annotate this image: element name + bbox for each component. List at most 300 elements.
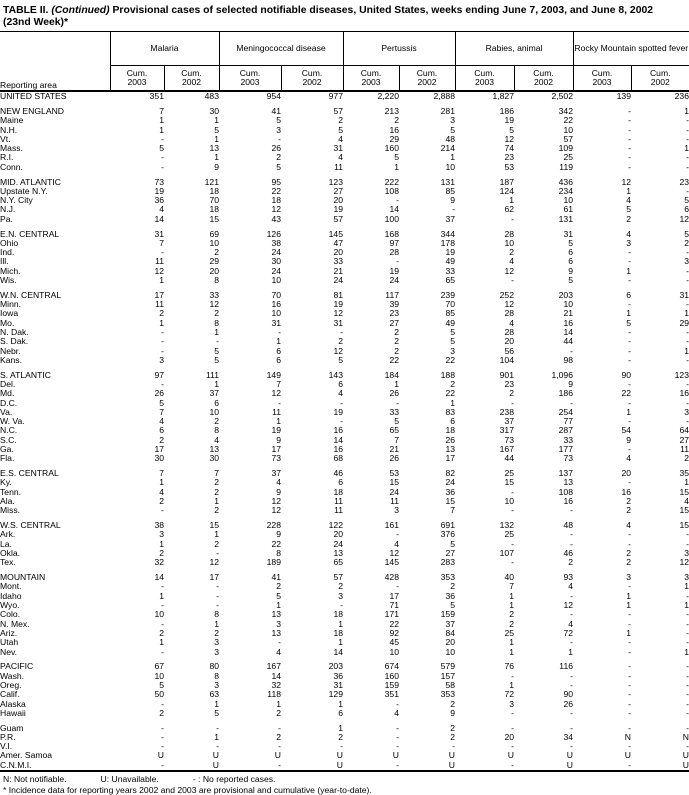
subheader-cum-2003: Cum. 2003 — [110, 66, 164, 92]
table-row — [0, 662, 689, 671]
value-cell: U — [336, 759, 343, 770]
value-cell: - — [570, 679, 573, 690]
value-cell: 48 — [445, 133, 455, 144]
value-cell: - — [686, 538, 689, 549]
table-row — [0, 672, 689, 681]
table-row — [0, 497, 689, 506]
value-cell: 31 — [154, 228, 164, 239]
reporting-area-cell: V.I. — [0, 741, 13, 752]
value-cell: 34 — [563, 731, 573, 742]
table-row — [0, 267, 689, 276]
subheader-cum-2002: Cum. 2002 — [631, 66, 689, 92]
value-cell: 20 — [333, 529, 343, 540]
value-cell: 20 — [333, 247, 343, 258]
value-cell: 283 — [440, 557, 455, 568]
reporting-area-cell: Calif. — [0, 689, 20, 700]
reporting-area-cell: MOUNTAIN — [0, 572, 46, 583]
value-cell: - — [570, 741, 573, 752]
value-cell: 234 — [558, 185, 573, 196]
table-row — [0, 690, 689, 699]
value-cell: 57 — [333, 572, 343, 583]
value-cell: 24 — [333, 538, 343, 549]
value-cell: 2 — [214, 538, 219, 549]
value-cell: 1 — [214, 115, 219, 126]
value-cell: 19 — [389, 265, 399, 276]
table-title-week: (23nd Week)* — [3, 16, 69, 28]
table-row — [0, 215, 689, 224]
value-cell: 8 — [214, 670, 219, 681]
value-cell: 24 — [389, 486, 399, 497]
value-cell: 14 — [271, 670, 281, 681]
value-cell: 54 — [621, 425, 631, 436]
value-cell: 22 — [271, 185, 281, 196]
value-cell: 1 — [626, 590, 631, 601]
table-row — [0, 91, 689, 101]
value-cell: 5 — [159, 397, 164, 408]
value-cell: 14 — [389, 204, 399, 215]
reporting-area-cell: N.J. — [0, 204, 16, 215]
value-cell: 5 — [214, 124, 219, 135]
value-cell: - — [628, 397, 631, 408]
value-cell: 76 — [504, 661, 514, 672]
value-cell: U — [157, 750, 164, 761]
reporting-area-cell: Wash. — [0, 670, 25, 681]
value-cell: 53 — [389, 468, 399, 479]
value-cell: 26 — [445, 434, 455, 445]
value-cell: 13 — [563, 477, 573, 488]
value-cell: 12 — [209, 557, 219, 568]
value-cell: 977 — [328, 91, 343, 102]
value-cell: - — [396, 741, 399, 752]
value-cell: 108 — [558, 486, 573, 497]
value-cell: 1 — [214, 496, 219, 507]
reporting-area-cell: W.S. CENTRAL — [0, 520, 61, 531]
reporting-area-cell: Colo. — [0, 609, 21, 620]
value-cell: 12 — [209, 299, 219, 310]
value-cell: 139 — [616, 91, 631, 102]
value-cell: 1 — [214, 379, 219, 389]
value-cell: 4 — [338, 152, 343, 163]
value-cell: - — [686, 275, 689, 286]
value-cell: - — [628, 529, 631, 540]
value-cell: - — [511, 275, 514, 286]
value-cell: 2,220 — [377, 91, 399, 102]
value-cell: 41 — [271, 572, 281, 583]
value-cell: 44 — [504, 453, 514, 464]
table-row — [0, 239, 689, 248]
reporting-area-cell: E.S. CENTRAL — [0, 468, 59, 479]
value-cell: - — [686, 698, 689, 709]
value-cell: 118 — [267, 689, 281, 700]
table-row — [0, 153, 689, 162]
reporting-area-cell: Mont. — [0, 581, 22, 592]
value-cell: 131 — [440, 176, 455, 187]
value-cell: 2 — [276, 152, 281, 163]
value-cell: 24 — [271, 247, 281, 258]
value-cell: - — [216, 336, 219, 347]
value-cell: 2 — [214, 308, 219, 319]
value-cell: 1 — [276, 416, 281, 427]
value-cell: 36 — [154, 195, 164, 206]
value-cell: 13 — [271, 609, 281, 620]
value-cell: - — [628, 115, 631, 126]
table-row — [0, 601, 689, 610]
value-cell: 131 — [558, 213, 573, 224]
value-cell: 111 — [205, 369, 219, 380]
value-cell: 1 — [509, 646, 514, 657]
value-cell: 1 — [214, 698, 219, 709]
value-cell: 5 — [450, 124, 455, 135]
value-cell: 1 — [509, 195, 514, 206]
value-cell: 14 — [333, 646, 343, 657]
value-cell: 1 — [509, 637, 514, 648]
reporting-area-cell: Fla. — [0, 453, 15, 464]
value-cell: 21 — [333, 265, 343, 276]
value-cell: 2 — [338, 115, 343, 126]
value-cell: 93 — [563, 572, 573, 583]
value-cell: 5 — [338, 354, 343, 365]
value-cell: - — [628, 275, 631, 286]
reporting-area-cell: UNITED STATES — [0, 91, 67, 102]
value-cell: 104 — [499, 354, 514, 365]
value-cell: 1 — [626, 406, 631, 417]
value-cell: 10 — [271, 308, 281, 319]
reporting-area-cell: Conn. — [0, 161, 23, 172]
value-cell: - — [396, 397, 399, 408]
value-cell: 2 — [450, 722, 455, 733]
value-cell: 38 — [271, 237, 281, 248]
value-cell: - — [686, 185, 689, 196]
value-cell: - — [216, 548, 219, 559]
value-cell: 67 — [154, 661, 164, 672]
value-cell: 9 — [276, 529, 281, 540]
value-cell: 124 — [499, 185, 514, 196]
value-cell: 2 — [159, 627, 164, 638]
value-cell: 13 — [333, 548, 343, 559]
value-cell: 2 — [626, 557, 631, 568]
value-cell: - — [278, 397, 281, 408]
value-cell: 32 — [154, 557, 164, 568]
value-cell: - — [628, 247, 631, 258]
value-cell: U — [507, 750, 514, 761]
value-cell: 12 — [271, 204, 281, 215]
value-cell: - — [628, 161, 631, 172]
reporting-area-cell: N.C. — [0, 425, 18, 436]
value-cell: 145 — [328, 228, 343, 239]
value-cell: 72 — [504, 689, 514, 700]
value-cell: 1 — [338, 618, 343, 629]
reporting-area-cell: R.I. — [0, 152, 14, 163]
value-cell: 4 — [626, 520, 631, 531]
value-cell: U — [212, 759, 219, 770]
value-cell: 1 — [214, 152, 219, 163]
value-cell: - — [628, 646, 631, 657]
value-cell: 117 — [385, 289, 399, 300]
value-cell: 3 — [684, 406, 689, 417]
value-cell: 228 — [266, 520, 281, 531]
value-cell: 6 — [276, 345, 281, 356]
value-cell: 22 — [445, 388, 455, 399]
value-cell: - — [570, 637, 573, 648]
value-cell: 184 — [384, 369, 399, 380]
value-cell: 20 — [504, 731, 514, 742]
value-cell: - — [628, 679, 631, 690]
value-cell: - — [686, 124, 689, 135]
value-cell: 1 — [214, 133, 219, 144]
value-cell: 22 — [389, 354, 399, 365]
value-cell: - — [511, 486, 514, 497]
value-cell: 5 — [450, 600, 455, 611]
value-cell: - — [686, 115, 689, 126]
table-row — [0, 135, 689, 144]
table-row — [0, 638, 689, 647]
value-cell: 26 — [389, 453, 399, 464]
value-cell: - — [340, 327, 343, 338]
reporting-area-cell: Ariz. — [0, 627, 18, 638]
value-cell: 10 — [154, 609, 164, 620]
value-cell: 5 — [394, 152, 399, 163]
value-cell: 100 — [384, 213, 399, 224]
footnotes — [0, 772, 689, 795]
value-cell: 37 — [504, 416, 514, 427]
value-cell: 214 — [440, 143, 455, 154]
reporting-area-cell: Kans. — [0, 354, 22, 365]
value-cell: 85 — [445, 185, 455, 196]
value-cell: 2 — [509, 247, 514, 258]
table-row — [0, 724, 689, 733]
table-row — [0, 230, 689, 239]
value-cell: 3 — [159, 529, 164, 540]
table-row — [0, 126, 689, 135]
value-cell: 81 — [333, 289, 343, 300]
table-row — [0, 187, 689, 196]
value-cell: 73 — [504, 434, 514, 445]
value-cell: 14 — [154, 213, 164, 224]
value-cell: 2 — [214, 477, 219, 488]
reporting-area-cell: E.N. CENTRAL — [0, 228, 60, 239]
value-cell: 25 — [504, 468, 514, 479]
value-cell: - — [686, 161, 689, 172]
value-cell: - — [628, 759, 631, 770]
value-cell: - — [161, 581, 164, 592]
value-cell: - — [628, 345, 631, 356]
value-cell: 11 — [334, 161, 343, 172]
value-cell: 5 — [276, 115, 281, 126]
value-cell: 8 — [214, 609, 219, 620]
value-cell: 4 — [568, 618, 573, 629]
value-cell: 92 — [389, 627, 399, 638]
value-cell: 7 — [159, 237, 164, 248]
value-cell: 19 — [333, 204, 343, 215]
value-cell: - — [161, 161, 164, 172]
value-cell: U — [448, 750, 455, 761]
reporting-area-cell: Va. — [0, 406, 13, 417]
table-row — [0, 582, 689, 591]
value-cell: 1 — [159, 538, 164, 549]
value-cell: 73 — [271, 453, 281, 464]
value-cell: 7 — [450, 505, 455, 516]
reporting-area-cell: S. ATLANTIC — [0, 369, 51, 380]
value-cell: 13 — [209, 444, 219, 455]
value-cell: 2 — [394, 345, 399, 356]
value-cell: 62 — [504, 204, 514, 215]
value-cell: 168 — [384, 228, 399, 239]
value-cell: 36 — [445, 486, 455, 497]
reporting-area-cell: S.C. — [0, 434, 17, 445]
value-cell: 3 — [214, 646, 219, 657]
value-cell: 4 — [159, 204, 164, 215]
value-cell: - — [570, 345, 573, 356]
table-row — [0, 454, 689, 463]
value-cell: - — [686, 247, 689, 258]
value-cell: 36 — [445, 590, 455, 601]
reporting-area-cell: Ga. — [0, 444, 14, 455]
value-cell: 129 — [328, 689, 343, 700]
value-cell: 19 — [333, 299, 343, 310]
value-cell: 56 — [504, 345, 514, 356]
value-cell: 16 — [621, 486, 631, 497]
value-cell: 1 — [684, 646, 689, 657]
value-cell: 157 — [440, 670, 455, 681]
value-cell: 47 — [333, 237, 343, 248]
reporting-area-cell: D.C. — [0, 397, 18, 408]
value-cell: 37 — [445, 618, 455, 629]
value-cell: 17 — [271, 444, 281, 455]
value-cell: 4 — [276, 646, 281, 657]
value-cell: 15 — [389, 477, 399, 488]
value-cell: 12 — [333, 308, 343, 319]
value-cell: 1 — [626, 600, 631, 611]
table-row — [0, 426, 689, 435]
value-cell: 2 — [214, 627, 219, 638]
table-row — [0, 558, 689, 567]
value-cell: 18 — [209, 185, 219, 196]
table-row — [0, 445, 689, 454]
value-cell: 57 — [333, 213, 343, 224]
value-cell: - — [216, 600, 219, 611]
value-cell: 12 — [271, 496, 281, 507]
value-cell: - — [511, 670, 514, 681]
value-cell: 3 — [684, 256, 689, 267]
value-cell: 1 — [159, 275, 164, 286]
value-cell: 3 — [450, 345, 455, 356]
value-cell: 11 — [680, 444, 689, 455]
value-cell: 28 — [389, 247, 399, 258]
column-group-rocky-mountain-spotted-fever: Rocky Mountain spotted fever — [573, 32, 689, 66]
value-cell: 1 — [159, 115, 164, 126]
value-cell: 4 — [159, 486, 164, 497]
value-cell: - — [570, 707, 573, 718]
value-cell: - — [628, 618, 631, 629]
value-cell: 177 — [558, 444, 573, 455]
value-cell: 74 — [504, 143, 514, 154]
value-cell: - — [340, 741, 343, 752]
value-cell: 203 — [558, 289, 573, 300]
value-cell: - — [396, 722, 399, 733]
value-cell: 25 — [504, 627, 514, 638]
value-cell: 33 — [445, 265, 455, 276]
reporting-area-cell: W.N. CENTRAL — [0, 289, 62, 300]
value-cell: 1 — [509, 679, 514, 690]
reporting-area-cell: P.R. — [0, 731, 16, 742]
value-cell: 143 — [328, 369, 343, 380]
table-body — [0, 91, 689, 771]
value-cell: - — [511, 213, 514, 224]
value-cell: 23 — [389, 308, 399, 319]
value-cell: - — [628, 741, 631, 752]
value-cell: 287 — [558, 425, 573, 436]
value-cell: 160 — [384, 670, 399, 681]
value-cell: - — [452, 204, 455, 215]
value-cell: 15 — [209, 520, 219, 531]
value-cell: 18 — [209, 204, 219, 215]
value-cell: 5 — [684, 228, 689, 239]
value-cell: - — [161, 759, 164, 770]
value-cell: - — [570, 609, 573, 620]
value-cell: 3 — [626, 572, 631, 583]
value-cell: 57 — [333, 105, 343, 116]
table-row — [0, 371, 689, 380]
value-cell: - — [161, 505, 164, 516]
value-cell: 4 — [684, 496, 689, 507]
value-cell: - — [686, 741, 689, 752]
value-cell: 11 — [272, 406, 281, 417]
value-cell: 145 — [384, 557, 399, 568]
value-cell: 674 — [384, 661, 399, 672]
value-cell: 16 — [563, 496, 573, 507]
table-row — [0, 506, 689, 515]
value-cell: 8 — [214, 275, 219, 286]
reporting-area-cell: W. Va. — [0, 416, 25, 427]
value-cell: - — [278, 637, 281, 648]
value-cell: 5 — [450, 336, 455, 347]
value-cell: 2 — [159, 548, 164, 559]
value-cell: 10 — [209, 237, 219, 248]
value-cell: 6 — [276, 354, 281, 365]
reporting-area-cell: Guam — [0, 722, 24, 733]
value-cell: 3 — [214, 679, 219, 690]
table-row — [0, 248, 689, 257]
value-cell: 31 — [679, 289, 689, 300]
value-cell: 85 — [445, 308, 455, 319]
value-cell: 2 — [214, 247, 219, 258]
value-cell: 24 — [389, 275, 399, 286]
table-row — [0, 751, 689, 760]
value-cell: 5 — [276, 590, 281, 601]
value-cell: 6 — [338, 477, 343, 488]
value-cell: 22 — [271, 538, 281, 549]
value-cell: 342 — [558, 105, 573, 116]
value-cell: - — [161, 327, 164, 338]
table-row — [0, 380, 689, 389]
value-cell: 10 — [504, 496, 514, 507]
value-cell: 4 — [338, 133, 343, 144]
value-cell: 3 — [159, 354, 164, 365]
value-cell: 69 — [209, 228, 219, 239]
reporting-area-cell: N.H. — [0, 124, 18, 135]
value-cell: U — [274, 750, 281, 761]
value-cell: 351 — [384, 689, 399, 700]
value-cell: 90 — [563, 689, 573, 700]
value-cell: 19 — [333, 406, 343, 417]
value-cell: 317 — [499, 425, 514, 436]
value-cell: 436 — [558, 176, 573, 187]
value-cell: 5 — [450, 538, 455, 549]
value-cell: 2 — [159, 707, 164, 718]
table-row — [0, 356, 689, 365]
value-cell: 213 — [384, 105, 399, 116]
value-cell: 171 — [384, 609, 399, 620]
